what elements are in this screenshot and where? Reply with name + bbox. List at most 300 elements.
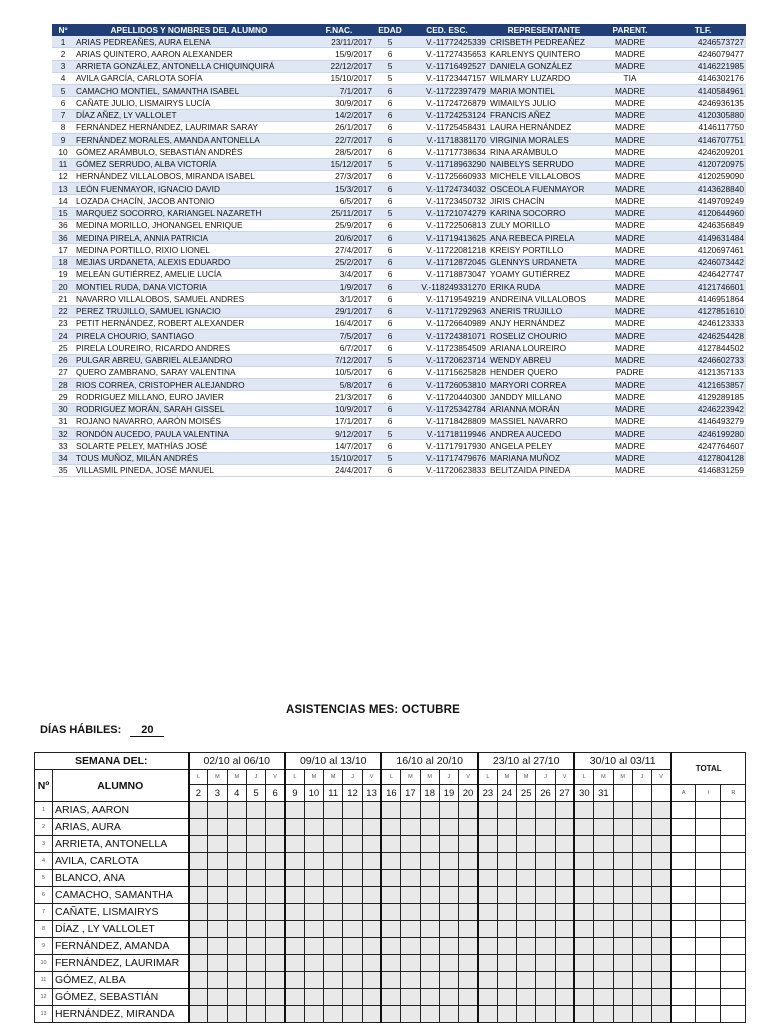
attendance-cell[interactable]: [536, 887, 555, 904]
attendance-cell[interactable]: [574, 938, 593, 955]
attendance-cell[interactable]: [536, 819, 555, 836]
attendance-cell[interactable]: [478, 802, 497, 819]
total-cell[interactable]: [696, 887, 721, 904]
attendance-cell[interactable]: [266, 819, 285, 836]
attendance-cell[interactable]: [208, 870, 227, 887]
attendance-cell[interactable]: [189, 887, 208, 904]
attendance-cell[interactable]: [652, 819, 671, 836]
attendance-cell[interactable]: [304, 938, 323, 955]
attendance-cell[interactable]: [632, 989, 651, 1006]
attendance-cell[interactable]: [343, 938, 362, 955]
attendance-cell[interactable]: [439, 887, 458, 904]
total-cell[interactable]: [671, 921, 696, 938]
attendance-cell[interactable]: [420, 1006, 439, 1023]
attendance-cell[interactable]: [420, 938, 439, 955]
attendance-cell[interactable]: [401, 989, 420, 1006]
attendance-cell[interactable]: [285, 802, 304, 819]
attendance-cell[interactable]: [227, 921, 246, 938]
total-cell[interactable]: [721, 938, 746, 955]
attendance-cell[interactable]: [478, 819, 497, 836]
attendance-cell[interactable]: [497, 1006, 516, 1023]
attendance-cell[interactable]: [632, 904, 651, 921]
attendance-cell[interactable]: [246, 1006, 265, 1023]
attendance-cell[interactable]: [439, 972, 458, 989]
attendance-cell[interactable]: [189, 955, 208, 972]
attendance-cell[interactable]: [613, 836, 632, 853]
attendance-cell[interactable]: [189, 972, 208, 989]
attendance-cell[interactable]: [497, 853, 516, 870]
attendance-cell[interactable]: [613, 938, 632, 955]
attendance-cell[interactable]: [266, 938, 285, 955]
attendance-cell[interactable]: [227, 938, 246, 955]
attendance-cell[interactable]: [362, 887, 381, 904]
attendance-cell[interactable]: [555, 972, 574, 989]
total-cell[interactable]: [696, 836, 721, 853]
attendance-cell[interactable]: [304, 870, 323, 887]
attendance-cell[interactable]: [343, 955, 362, 972]
attendance-cell[interactable]: [362, 836, 381, 853]
attendance-cell[interactable]: [594, 972, 613, 989]
total-cell[interactable]: [721, 819, 746, 836]
attendance-cell[interactable]: [285, 887, 304, 904]
attendance-cell[interactable]: [343, 853, 362, 870]
attendance-cell[interactable]: [381, 870, 400, 887]
attendance-cell[interactable]: [246, 802, 265, 819]
attendance-cell[interactable]: [227, 972, 246, 989]
attendance-cell[interactable]: [555, 904, 574, 921]
total-cell[interactable]: [696, 1006, 721, 1023]
total-cell[interactable]: [671, 870, 696, 887]
attendance-cell[interactable]: [401, 853, 420, 870]
attendance-cell[interactable]: [439, 853, 458, 870]
attendance-cell[interactable]: [304, 802, 323, 819]
attendance-cell[interactable]: [227, 887, 246, 904]
attendance-cell[interactable]: [517, 802, 536, 819]
attendance-cell[interactable]: [459, 819, 478, 836]
attendance-cell[interactable]: [613, 989, 632, 1006]
total-cell[interactable]: [671, 802, 696, 819]
attendance-cell[interactable]: [613, 955, 632, 972]
attendance-cell[interactable]: [594, 802, 613, 819]
attendance-cell[interactable]: [285, 1006, 304, 1023]
total-cell[interactable]: [671, 819, 696, 836]
attendance-cell[interactable]: [362, 955, 381, 972]
attendance-cell[interactable]: [613, 802, 632, 819]
attendance-cell[interactable]: [227, 836, 246, 853]
attendance-cell[interactable]: [459, 802, 478, 819]
attendance-cell[interactable]: [574, 921, 593, 938]
attendance-cell[interactable]: [401, 921, 420, 938]
total-cell[interactable]: [671, 1006, 696, 1023]
attendance-cell[interactable]: [208, 1006, 227, 1023]
attendance-cell[interactable]: [459, 853, 478, 870]
attendance-cell[interactable]: [574, 955, 593, 972]
attendance-cell[interactable]: [652, 904, 671, 921]
attendance-cell[interactable]: [536, 921, 555, 938]
total-cell[interactable]: [696, 802, 721, 819]
attendance-cell[interactable]: [574, 989, 593, 1006]
attendance-cell[interactable]: [343, 972, 362, 989]
attendance-cell[interactable]: [439, 870, 458, 887]
attendance-cell[interactable]: [266, 853, 285, 870]
total-cell[interactable]: [721, 870, 746, 887]
attendance-cell[interactable]: [381, 853, 400, 870]
attendance-cell[interactable]: [285, 904, 304, 921]
attendance-cell[interactable]: [343, 921, 362, 938]
attendance-cell[interactable]: [208, 938, 227, 955]
attendance-cell[interactable]: [401, 972, 420, 989]
attendance-cell[interactable]: [208, 972, 227, 989]
attendance-cell[interactable]: [420, 870, 439, 887]
attendance-cell[interactable]: [189, 921, 208, 938]
attendance-cell[interactable]: [189, 802, 208, 819]
attendance-cell[interactable]: [343, 819, 362, 836]
attendance-cell[interactable]: [304, 853, 323, 870]
attendance-cell[interactable]: [208, 853, 227, 870]
total-cell[interactable]: [696, 870, 721, 887]
attendance-cell[interactable]: [208, 802, 227, 819]
attendance-cell[interactable]: [555, 819, 574, 836]
attendance-cell[interactable]: [574, 972, 593, 989]
working-days-value[interactable]: 20: [130, 724, 164, 737]
attendance-cell[interactable]: [536, 1006, 555, 1023]
attendance-cell[interactable]: [420, 904, 439, 921]
attendance-cell[interactable]: [304, 819, 323, 836]
attendance-cell[interactable]: [208, 904, 227, 921]
attendance-cell[interactable]: [420, 836, 439, 853]
attendance-cell[interactable]: [459, 921, 478, 938]
total-cell[interactable]: [696, 853, 721, 870]
attendance-cell[interactable]: [401, 955, 420, 972]
total-cell[interactable]: [671, 836, 696, 853]
attendance-cell[interactable]: [632, 921, 651, 938]
attendance-cell[interactable]: [652, 938, 671, 955]
attendance-cell[interactable]: [189, 836, 208, 853]
attendance-cell[interactable]: [266, 802, 285, 819]
attendance-cell[interactable]: [652, 836, 671, 853]
attendance-cell[interactable]: [362, 819, 381, 836]
attendance-cell[interactable]: [497, 921, 516, 938]
attendance-cell[interactable]: [555, 853, 574, 870]
attendance-cell[interactable]: [362, 989, 381, 1006]
attendance-cell[interactable]: [381, 802, 400, 819]
attendance-cell[interactable]: [536, 904, 555, 921]
attendance-cell[interactable]: [594, 887, 613, 904]
attendance-cell[interactable]: [594, 870, 613, 887]
attendance-cell[interactable]: [459, 1006, 478, 1023]
attendance-cell[interactable]: [401, 904, 420, 921]
attendance-cell[interactable]: [439, 955, 458, 972]
attendance-cell[interactable]: [536, 989, 555, 1006]
attendance-cell[interactable]: [517, 887, 536, 904]
attendance-cell[interactable]: [536, 870, 555, 887]
attendance-cell[interactable]: [420, 921, 439, 938]
attendance-cell[interactable]: [652, 1006, 671, 1023]
attendance-cell[interactable]: [497, 989, 516, 1006]
attendance-cell[interactable]: [594, 1006, 613, 1023]
attendance-cell[interactable]: [381, 904, 400, 921]
total-cell[interactable]: [721, 802, 746, 819]
attendance-cell[interactable]: [266, 1006, 285, 1023]
total-cell[interactable]: [696, 921, 721, 938]
attendance-cell[interactable]: [381, 972, 400, 989]
attendance-cell[interactable]: [517, 819, 536, 836]
attendance-cell[interactable]: [439, 938, 458, 955]
total-cell[interactable]: [721, 904, 746, 921]
attendance-cell[interactable]: [555, 938, 574, 955]
attendance-cell[interactable]: [517, 870, 536, 887]
attendance-cell[interactable]: [555, 802, 574, 819]
attendance-cell[interactable]: [652, 887, 671, 904]
attendance-cell[interactable]: [478, 989, 497, 1006]
total-cell[interactable]: [671, 853, 696, 870]
attendance-cell[interactable]: [652, 802, 671, 819]
attendance-cell[interactable]: [324, 1006, 343, 1023]
attendance-cell[interactable]: [324, 836, 343, 853]
attendance-cell[interactable]: [285, 819, 304, 836]
attendance-cell[interactable]: [324, 955, 343, 972]
attendance-cell[interactable]: [208, 921, 227, 938]
attendance-cell[interactable]: [420, 802, 439, 819]
attendance-cell[interactable]: [439, 904, 458, 921]
attendance-cell[interactable]: [381, 1006, 400, 1023]
attendance-cell[interactable]: [401, 1006, 420, 1023]
attendance-cell[interactable]: [613, 887, 632, 904]
attendance-cell[interactable]: [189, 989, 208, 1006]
attendance-cell[interactable]: [343, 904, 362, 921]
attendance-cell[interactable]: [594, 819, 613, 836]
total-cell[interactable]: [696, 989, 721, 1006]
attendance-cell[interactable]: [459, 989, 478, 1006]
attendance-cell[interactable]: [304, 972, 323, 989]
attendance-cell[interactable]: [189, 870, 208, 887]
attendance-cell[interactable]: [536, 972, 555, 989]
attendance-cell[interactable]: [439, 989, 458, 1006]
attendance-cell[interactable]: [459, 938, 478, 955]
attendance-cell[interactable]: [246, 921, 265, 938]
attendance-cell[interactable]: [381, 836, 400, 853]
attendance-cell[interactable]: [497, 887, 516, 904]
attendance-cell[interactable]: [266, 870, 285, 887]
attendance-cell[interactable]: [343, 870, 362, 887]
total-cell[interactable]: [721, 989, 746, 1006]
attendance-cell[interactable]: [227, 1006, 246, 1023]
total-cell[interactable]: [696, 904, 721, 921]
attendance-cell[interactable]: [574, 819, 593, 836]
attendance-cell[interactable]: [304, 921, 323, 938]
attendance-cell[interactable]: [555, 836, 574, 853]
attendance-cell[interactable]: [189, 819, 208, 836]
attendance-cell[interactable]: [381, 819, 400, 836]
attendance-cell[interactable]: [459, 887, 478, 904]
attendance-cell[interactable]: [497, 955, 516, 972]
attendance-cell[interactable]: [285, 972, 304, 989]
attendance-cell[interactable]: [632, 853, 651, 870]
attendance-cell[interactable]: [478, 921, 497, 938]
attendance-cell[interactable]: [285, 870, 304, 887]
attendance-cell[interactable]: [189, 853, 208, 870]
total-cell[interactable]: [721, 921, 746, 938]
attendance-cell[interactable]: [266, 955, 285, 972]
attendance-cell[interactable]: [632, 972, 651, 989]
attendance-cell[interactable]: [594, 904, 613, 921]
attendance-cell[interactable]: [304, 904, 323, 921]
attendance-cell[interactable]: [266, 989, 285, 1006]
attendance-cell[interactable]: [632, 836, 651, 853]
attendance-cell[interactable]: [362, 1006, 381, 1023]
total-cell[interactable]: [671, 955, 696, 972]
attendance-cell[interactable]: [459, 870, 478, 887]
attendance-cell[interactable]: [343, 1006, 362, 1023]
attendance-cell[interactable]: [478, 955, 497, 972]
attendance-cell[interactable]: [632, 938, 651, 955]
attendance-cell[interactable]: [246, 819, 265, 836]
attendance-cell[interactable]: [227, 955, 246, 972]
attendance-cell[interactable]: [517, 836, 536, 853]
attendance-cell[interactable]: [536, 955, 555, 972]
attendance-cell[interactable]: [594, 989, 613, 1006]
attendance-cell[interactable]: [246, 853, 265, 870]
attendance-cell[interactable]: [401, 802, 420, 819]
attendance-cell[interactable]: [401, 870, 420, 887]
attendance-cell[interactable]: [304, 887, 323, 904]
attendance-cell[interactable]: [652, 853, 671, 870]
attendance-cell[interactable]: [362, 870, 381, 887]
attendance-cell[interactable]: [401, 887, 420, 904]
attendance-cell[interactable]: [324, 921, 343, 938]
total-cell[interactable]: [721, 955, 746, 972]
attendance-cell[interactable]: [594, 836, 613, 853]
attendance-cell[interactable]: [652, 989, 671, 1006]
attendance-cell[interactable]: [536, 802, 555, 819]
attendance-cell[interactable]: [478, 938, 497, 955]
attendance-cell[interactable]: [304, 989, 323, 1006]
attendance-cell[interactable]: [324, 802, 343, 819]
attendance-cell[interactable]: [439, 802, 458, 819]
attendance-cell[interactable]: [439, 836, 458, 853]
attendance-cell[interactable]: [574, 853, 593, 870]
attendance-cell[interactable]: [459, 904, 478, 921]
attendance-cell[interactable]: [324, 819, 343, 836]
attendance-cell[interactable]: [536, 853, 555, 870]
attendance-cell[interactable]: [208, 887, 227, 904]
attendance-cell[interactable]: [594, 921, 613, 938]
attendance-cell[interactable]: [208, 989, 227, 1006]
attendance-cell[interactable]: [324, 887, 343, 904]
total-cell[interactable]: [721, 972, 746, 989]
attendance-cell[interactable]: [343, 887, 362, 904]
attendance-cell[interactable]: [381, 955, 400, 972]
attendance-cell[interactable]: [246, 989, 265, 1006]
attendance-cell[interactable]: [227, 802, 246, 819]
attendance-cell[interactable]: [574, 1006, 593, 1023]
attendance-cell[interactable]: [362, 938, 381, 955]
attendance-cell[interactable]: [574, 887, 593, 904]
attendance-cell[interactable]: [574, 836, 593, 853]
attendance-cell[interactable]: [189, 1006, 208, 1023]
attendance-cell[interactable]: [517, 1006, 536, 1023]
attendance-cell[interactable]: [613, 1006, 632, 1023]
attendance-cell[interactable]: [343, 802, 362, 819]
attendance-cell[interactable]: [478, 1006, 497, 1023]
attendance-cell[interactable]: [324, 853, 343, 870]
attendance-cell[interactable]: [594, 955, 613, 972]
attendance-cell[interactable]: [208, 819, 227, 836]
attendance-cell[interactable]: [632, 819, 651, 836]
attendance-cell[interactable]: [285, 836, 304, 853]
attendance-cell[interactable]: [555, 1006, 574, 1023]
attendance-cell[interactable]: [285, 938, 304, 955]
attendance-cell[interactable]: [362, 921, 381, 938]
total-cell[interactable]: [696, 972, 721, 989]
attendance-cell[interactable]: [246, 938, 265, 955]
attendance-cell[interactable]: [266, 836, 285, 853]
attendance-cell[interactable]: [555, 989, 574, 1006]
total-cell[interactable]: [721, 836, 746, 853]
attendance-cell[interactable]: [594, 938, 613, 955]
attendance-cell[interactable]: [478, 972, 497, 989]
attendance-cell[interactable]: [227, 819, 246, 836]
attendance-cell[interactable]: [517, 972, 536, 989]
attendance-cell[interactable]: [420, 955, 439, 972]
total-cell[interactable]: [696, 938, 721, 955]
attendance-cell[interactable]: [478, 904, 497, 921]
attendance-cell[interactable]: [343, 989, 362, 1006]
attendance-cell[interactable]: [420, 887, 439, 904]
attendance-cell[interactable]: [362, 802, 381, 819]
attendance-cell[interactable]: [497, 870, 516, 887]
attendance-cell[interactable]: [613, 853, 632, 870]
attendance-cell[interactable]: [420, 989, 439, 1006]
attendance-cell[interactable]: [246, 887, 265, 904]
attendance-cell[interactable]: [401, 819, 420, 836]
attendance-cell[interactable]: [189, 938, 208, 955]
attendance-cell[interactable]: [362, 904, 381, 921]
attendance-cell[interactable]: [652, 921, 671, 938]
attendance-cell[interactable]: [401, 836, 420, 853]
attendance-cell[interactable]: [652, 972, 671, 989]
attendance-cell[interactable]: [459, 836, 478, 853]
attendance-cell[interactable]: [574, 870, 593, 887]
attendance-cell[interactable]: [362, 972, 381, 989]
attendance-cell[interactable]: [574, 802, 593, 819]
total-cell[interactable]: [671, 904, 696, 921]
attendance-cell[interactable]: [304, 1006, 323, 1023]
attendance-cell[interactable]: [497, 836, 516, 853]
total-cell[interactable]: [721, 1006, 746, 1023]
attendance-cell[interactable]: [381, 887, 400, 904]
attendance-cell[interactable]: [420, 853, 439, 870]
attendance-cell[interactable]: [613, 870, 632, 887]
attendance-cell[interactable]: [594, 853, 613, 870]
attendance-cell[interactable]: [439, 921, 458, 938]
attendance-cell[interactable]: [420, 972, 439, 989]
attendance-cell[interactable]: [652, 870, 671, 887]
attendance-cell[interactable]: [362, 853, 381, 870]
attendance-cell[interactable]: [285, 853, 304, 870]
attendance-cell[interactable]: [517, 921, 536, 938]
attendance-cell[interactable]: [304, 836, 323, 853]
attendance-cell[interactable]: [536, 836, 555, 853]
attendance-cell[interactable]: [208, 836, 227, 853]
attendance-cell[interactable]: [246, 972, 265, 989]
attendance-cell[interactable]: [246, 904, 265, 921]
attendance-cell[interactable]: [439, 819, 458, 836]
attendance-cell[interactable]: [497, 802, 516, 819]
attendance-cell[interactable]: [285, 921, 304, 938]
attendance-cell[interactable]: [324, 870, 343, 887]
attendance-cell[interactable]: [285, 955, 304, 972]
